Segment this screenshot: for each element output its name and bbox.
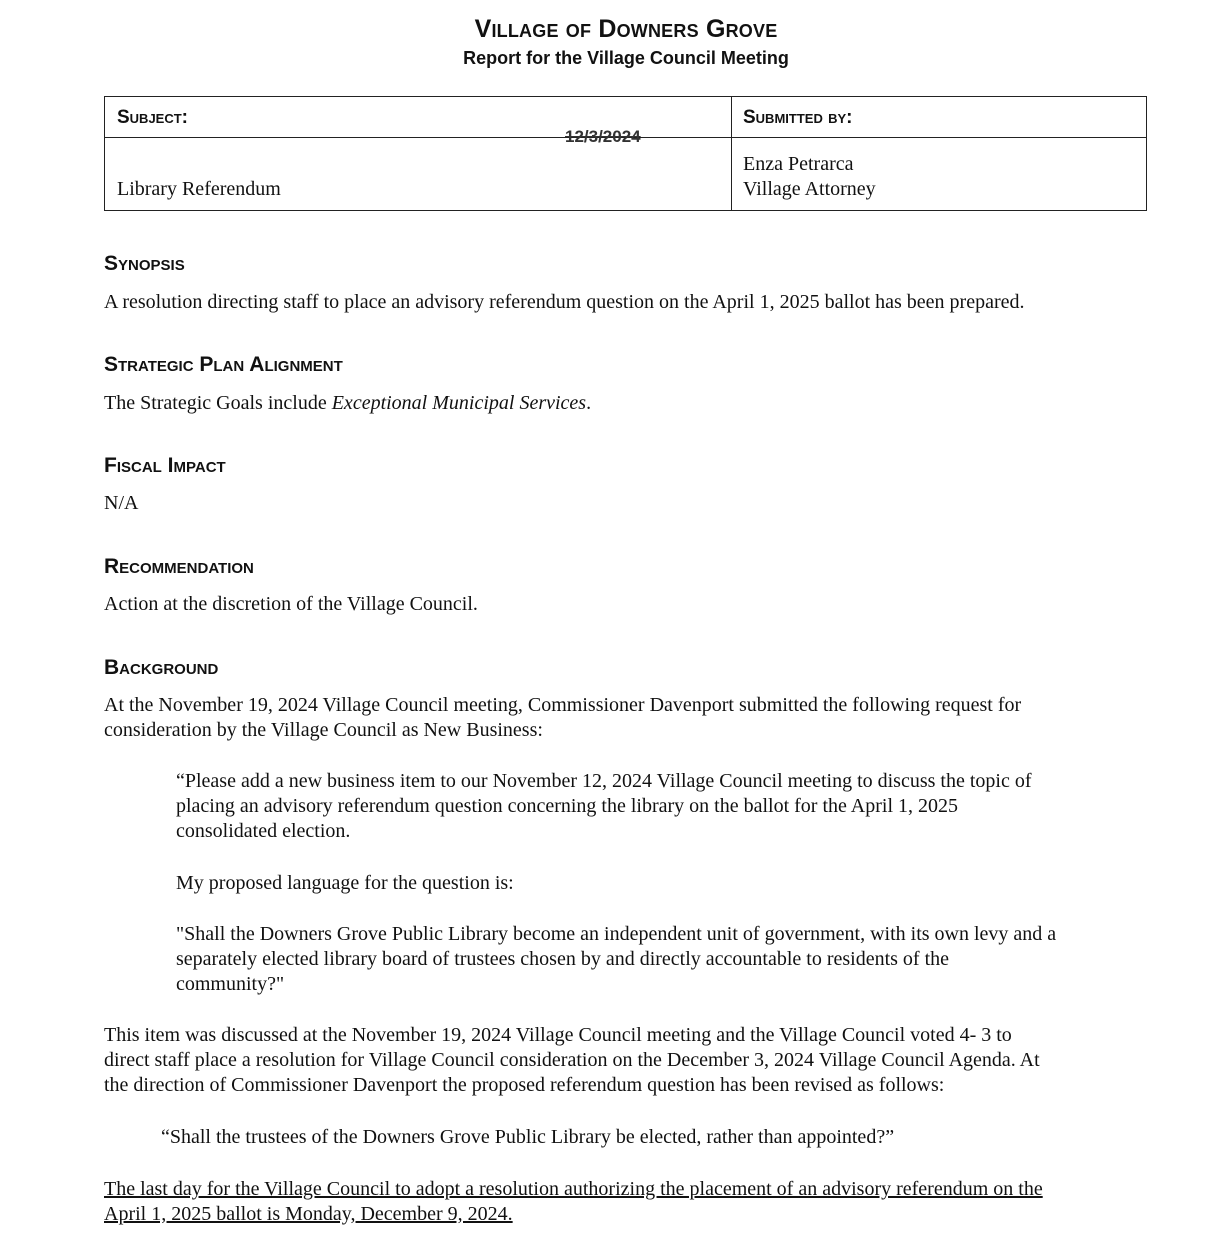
discussion-line: direct staff place a resolution for Village Council consideration on the December 3, 2024 Village Council Agenda. At: [104, 1049, 1040, 1071]
document-title: Village of Downers Grove: [474, 15, 778, 43]
deadline-line: April 1, 2025 ballot is Monday, December 9, 2024.: [104, 1203, 513, 1225]
meeting-date: 12/3/2024: [565, 127, 641, 146]
fiscal-heading: Fiscal Impact: [104, 454, 226, 477]
submitter-title: Village Attorney: [743, 178, 876, 200]
submitted-by-label: Submitted by:: [743, 107, 853, 128]
document-subtitle: Report for the Village Council Meeting: [463, 48, 789, 68]
subject-label: Subject:: [117, 107, 189, 128]
quote-line: My proposed language for the question is:: [176, 872, 514, 894]
strategic-text-before: The Strategic Goals include: [104, 392, 332, 414]
strategic-heading: Strategic Plan Alignment: [104, 353, 343, 376]
strategic-text-italic: Exceptional Municipal Services: [331, 392, 587, 414]
subject-value: Library Referendum: [117, 178, 281, 200]
quote-line: placing an advisory referendum question concerning the library on the ballot for the April 1, 2025: [176, 795, 959, 817]
quote-line: “Please add a new business item to our November 12, 2024 Village Council meeting to discuss the topic of: [176, 770, 1032, 792]
synopsis-text: A resolution directing staff to place an advisory referendum question on the April 1, 2025 ballot has been prepared.: [104, 291, 1025, 313]
discussion-line: the direction of Commissioner Davenport the proposed referendum question has been revised as follows:: [104, 1074, 945, 1096]
recommendation-heading: Recommendation: [104, 555, 254, 578]
fiscal-text: N/A: [104, 492, 139, 514]
strategic-text-after: .: [586, 392, 592, 414]
quote-line: consolidated election.: [176, 820, 351, 842]
quote-line: separately elected library board of trustees chosen by and directly accountable to residents of the: [176, 948, 950, 970]
discussion-line: This item was discussed at the November 19, 2024 Village Council meeting and the Village Council voted 4- 3 to: [104, 1024, 1012, 1046]
info-table: [104, 96, 1147, 211]
table-divider-vertical: [731, 97, 732, 210]
quote-line: community?": [176, 973, 285, 995]
synopsis-heading: Synopsis: [104, 252, 185, 275]
submitter-name: Enza Petrarca: [743, 153, 854, 175]
background-intro-line: At the November 19, 2024 Village Council meeting, Commissioner Davenport submitted the following request for: [104, 694, 1022, 716]
revised-question: “Shall the trustees of the Downers Grove Public Library be elected, rather than appointed?”: [161, 1126, 895, 1148]
quote-line: "Shall the Downers Grove Public Library become an independent unit of government, with its own levy and a: [176, 923, 1057, 945]
strategic-text: [104, 391, 591, 416]
recommendation-text: Action at the discretion of the Village Council.: [104, 593, 478, 615]
deadline-line: The last day for the Village Council to adopt a resolution authorizing the placement of an advisory referendum on the: [104, 1178, 1043, 1200]
background-heading: Background: [104, 656, 219, 679]
background-intro-line: consideration by the Village Council as New Business:: [104, 719, 543, 741]
